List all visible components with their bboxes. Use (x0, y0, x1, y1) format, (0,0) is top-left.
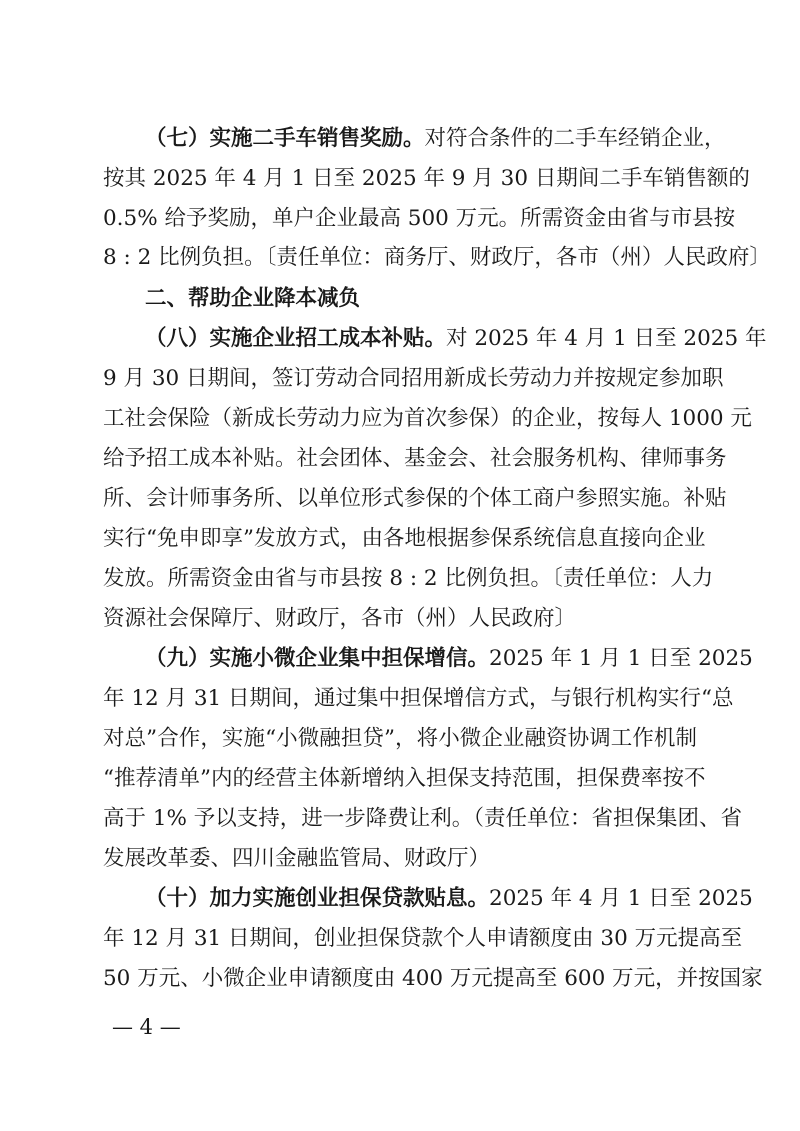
paragraph-item-8-line-2: 9 月 30 日期间，签订劳动合同招用新成长劳动力并按规定参加职 (103, 366, 724, 391)
paragraph-item-9-line-2: 年 12 月 31 日期间，通过集中担保增信方式，与银行机构实行“总 (103, 686, 734, 711)
paragraph-item-7-lead: （七）实施二手车销售奖励。 (145, 126, 425, 151)
paragraph-item-10-text: 2025 年 4 月 1 日至 2025 (489, 886, 753, 911)
paragraph-item-10-line-2: 年 12 月 31 日期间，创业担保贷款个人申请额度由 30 万元提高至 (103, 926, 743, 951)
paragraph-item-9-line-5: 高于 1% 予以支持，进一步降费让利。（责任单位：省担保集团、省 (103, 806, 743, 831)
page-number: — 4 — (112, 1015, 181, 1039)
paragraph-item-9-line-3: 对总”合作，实施“小微融担贷”，将小微企业融资协调工作机制 (103, 726, 697, 751)
paragraph-item-8-text: 对 2025 年 4 月 1 日至 2025 年 (446, 326, 767, 351)
paragraph-item-9-text: 2025 年 1 月 1 日至 2025 (489, 646, 753, 671)
section-heading: 二、帮助企业降本减负 (145, 286, 361, 311)
paragraph-item-8-line-6: 实行“免申即享”发放方式，由各地根据参保系统信息直接向企业 (103, 526, 706, 551)
paragraph-item-9-line-6: 发展改革委、四川金融监管局、财政厅） (103, 846, 491, 871)
paragraph-item-8-line-7: 发放。所需资金由省与市县按 8 : 2 比例负担。〔责任单位：人力 (103, 566, 714, 591)
paragraph-item-8-lead: （八）实施企业招工成本补贴。 (145, 326, 447, 351)
paragraph-item-8-line-3: 工社会保险（新成长劳动力应为首次参保）的企业，按每人 1000 元 (103, 406, 752, 431)
paragraph-item-9-line-4: “推荐清单”内的经营主体新增纳入担保支持范围，担保费率按不 (103, 766, 706, 791)
paragraph-item-7-line-2: 按其 2025 年 4 月 1 日至 2025 年 9 月 30 日期间二手车销售额的 (103, 166, 750, 191)
paragraph-item-9-lead: （九）实施小微企业集中担保增信。 (145, 646, 490, 671)
paragraph-item-7-line-3: 0.5% 给予奖励，单户企业最高 500 万元。所需资金由省与市县按 (103, 206, 736, 231)
paragraph-item-7-line-1 (145, 122, 726, 156)
paragraph-item-8-line-4: 给予招工成本补贴。社会团体、基金会、社会服务机构、律师事务 (103, 446, 727, 471)
paragraph-item-8-line-5: 所、会计师事务所、以单位形式参保的个体工商户参照实施。补贴 (103, 486, 727, 511)
paragraph-item-8-line-1 (145, 322, 767, 356)
paragraph-item-7-line-4: 8 : 2 比例负担。〔责任单位：商务厅、财政厅，各市（州）人民政府〕 (103, 245, 771, 270)
paragraph-item-10-line-1 (145, 882, 753, 916)
paragraph-item-7-text: 对符合条件的二手车经销企业， (424, 126, 726, 151)
paragraph-item-8-line-8: 资源社会保障厅、财政厅，各市（州）人民政府〕 (103, 606, 577, 631)
paragraph-item-10-line-3: 50 万元、小微企业申请额度由 400 万元提高至 600 万元，并按国家 (103, 966, 763, 991)
paragraph-item-10-lead: （十）加力实施创业担保贷款贴息。 (145, 886, 490, 911)
paragraph-item-9-line-1 (145, 642, 753, 676)
